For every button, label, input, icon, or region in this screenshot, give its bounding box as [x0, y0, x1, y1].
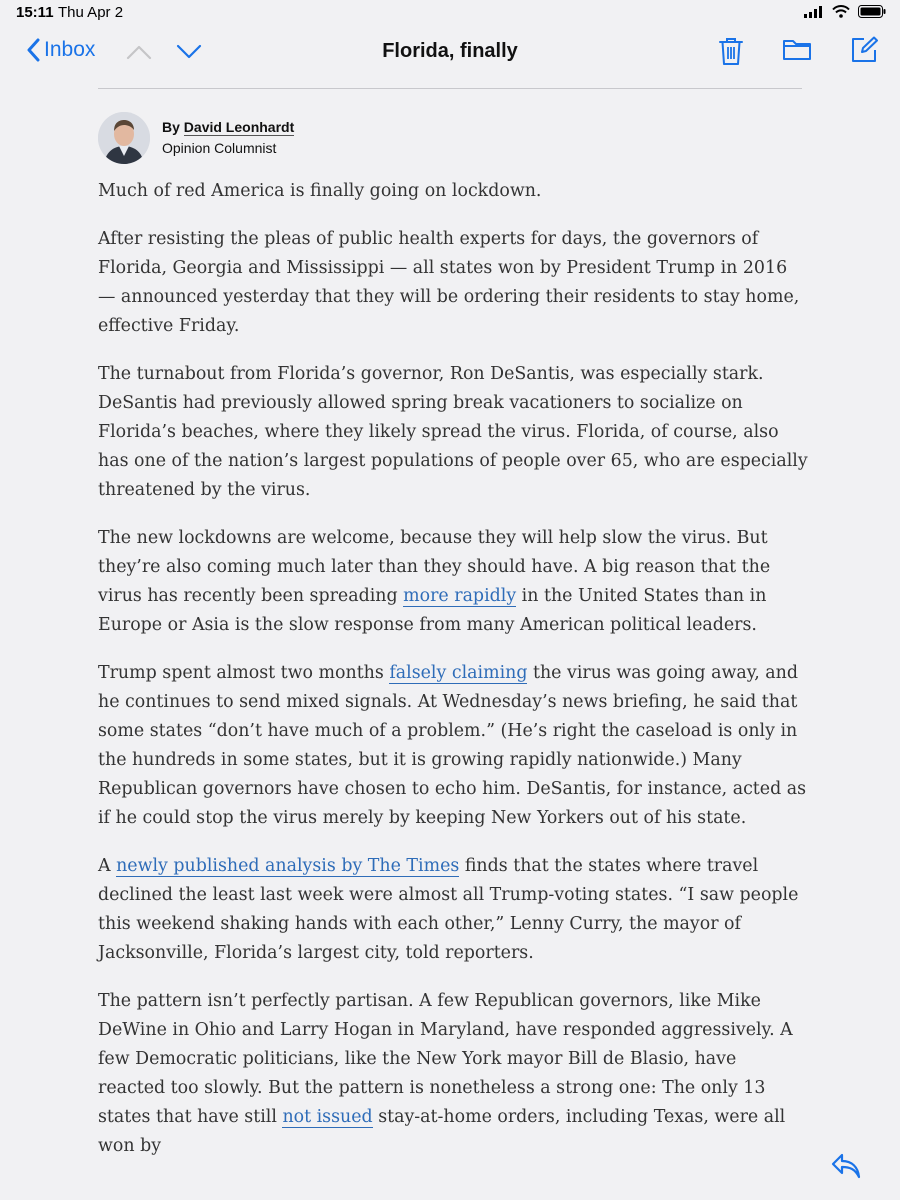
paragraph-text: Much of red America is finally going on lockdown.	[98, 181, 542, 201]
article-text	[98, 177, 808, 1180]
chevron-left-icon	[26, 38, 40, 62]
more-rapidly-link[interactable]: more rapidly	[403, 586, 517, 606]
avatar	[98, 112, 150, 164]
paragraph-text: After resisting the pleas of public health experts for days, the governors of Florida, Georgia and Mississippi — all states won by President Trump in 2016 — announced yesterday that they will be ordering their residents to stay home, effective Friday.	[98, 229, 800, 336]
back-to-inbox-button[interactable]	[26, 38, 95, 62]
wifi-icon	[832, 5, 850, 18]
paragraph-text: stay-at-home orders, including Texas, were all won by	[98, 1107, 786, 1156]
times-analysis-link[interactable]: newly published analysis by The Times	[116, 856, 460, 876]
battery-icon	[858, 5, 886, 18]
paragraph	[98, 659, 808, 833]
divider	[98, 88, 802, 89]
paragraph	[98, 360, 808, 505]
author-byline	[98, 112, 294, 164]
not-issued-link[interactable]: not issued	[282, 1107, 373, 1127]
message-body	[0, 82, 900, 1200]
author-role: Opinion Columnist	[162, 140, 277, 156]
paragraph-text: The turnabout from Florida’s governor, Ron DeSantis, was especially stark. DeSantis had previously allowed spring break vacationers to socialize on Florida’s beaches, where they likely spread the virus. Florida, of course, also has one of the nation’s largest populations of people over 65, who are especially threatened by the virus.	[98, 364, 808, 500]
reply-icon[interactable]	[830, 1152, 862, 1180]
compose-icon[interactable]	[850, 36, 878, 64]
byline-prefix: By	[162, 119, 180, 135]
trash-icon[interactable]	[718, 36, 744, 66]
paragraph-text: in the United States than in Europe or Asia is the slow response from many American political leaders.	[98, 586, 767, 635]
author-name-link[interactable]: David Leonhardt	[183, 119, 295, 135]
message-arrows	[125, 42, 203, 62]
page-title: Florida, finally	[382, 40, 518, 62]
status-bar	[0, 0, 900, 26]
status-date: Thu Apr 2	[58, 4, 124, 21]
paragraph-text: The new lockdowns are welcome, because they will help slow the virus. But they’re also coming much later than they should have. A big reason that the virus has recently been spreading	[98, 528, 771, 606]
paragraph	[98, 852, 808, 968]
paragraph-text: Trump spent almost two months	[98, 663, 390, 683]
falsely-claiming-link[interactable]: falsely claiming	[389, 663, 528, 683]
paragraph-text: A	[98, 856, 117, 876]
toolbar-icons	[718, 36, 878, 66]
paragraph-text: the virus was going away, and he continues to send mixed signals. At Wednesday’s news briefing, he said that some states “don’t have much of a problem.” (He’s right the caseload is only in the hundreds in some states, but it is growing rapidly nationwide.) Many Republican governors have chosen to echo him. DeSantis, for instance, acted as if he could stop the virus merely by keeping New Yorkers out of his state.	[98, 663, 807, 828]
paragraph	[98, 987, 808, 1161]
back-label: Inbox	[44, 38, 96, 61]
folder-icon[interactable]	[782, 36, 812, 62]
paragraph-text: The pattern isn’t perfectly partisan. A few Republican governors, like Mike DeWine in Ohio and Larry Hogan in Maryland, have responded aggressively. A few Democratic politicians, like the New York mayor Bill de Blasio, have reacted too slowly. But the pattern is nonetheless a strong one: The only 13 states that have still	[98, 991, 793, 1127]
paragraph	[98, 177, 808, 206]
navigation-bar	[0, 26, 900, 82]
chevron-down-icon[interactable]	[175, 42, 203, 62]
chevron-up-icon[interactable]	[125, 42, 153, 62]
status-icons	[804, 5, 886, 18]
paragraph	[98, 524, 808, 640]
signal-icon	[804, 6, 824, 18]
paragraph	[98, 225, 808, 341]
paragraph-text: finds that the states where travel declined the least last week were almost all Trump-voting states. “I saw people this weekend shaking hands with each other,” Lenny Curry, the mayor of Jacksonville, Florida’s largest city, told reporters.	[98, 856, 799, 963]
status-time: 15:11	[16, 4, 54, 21]
